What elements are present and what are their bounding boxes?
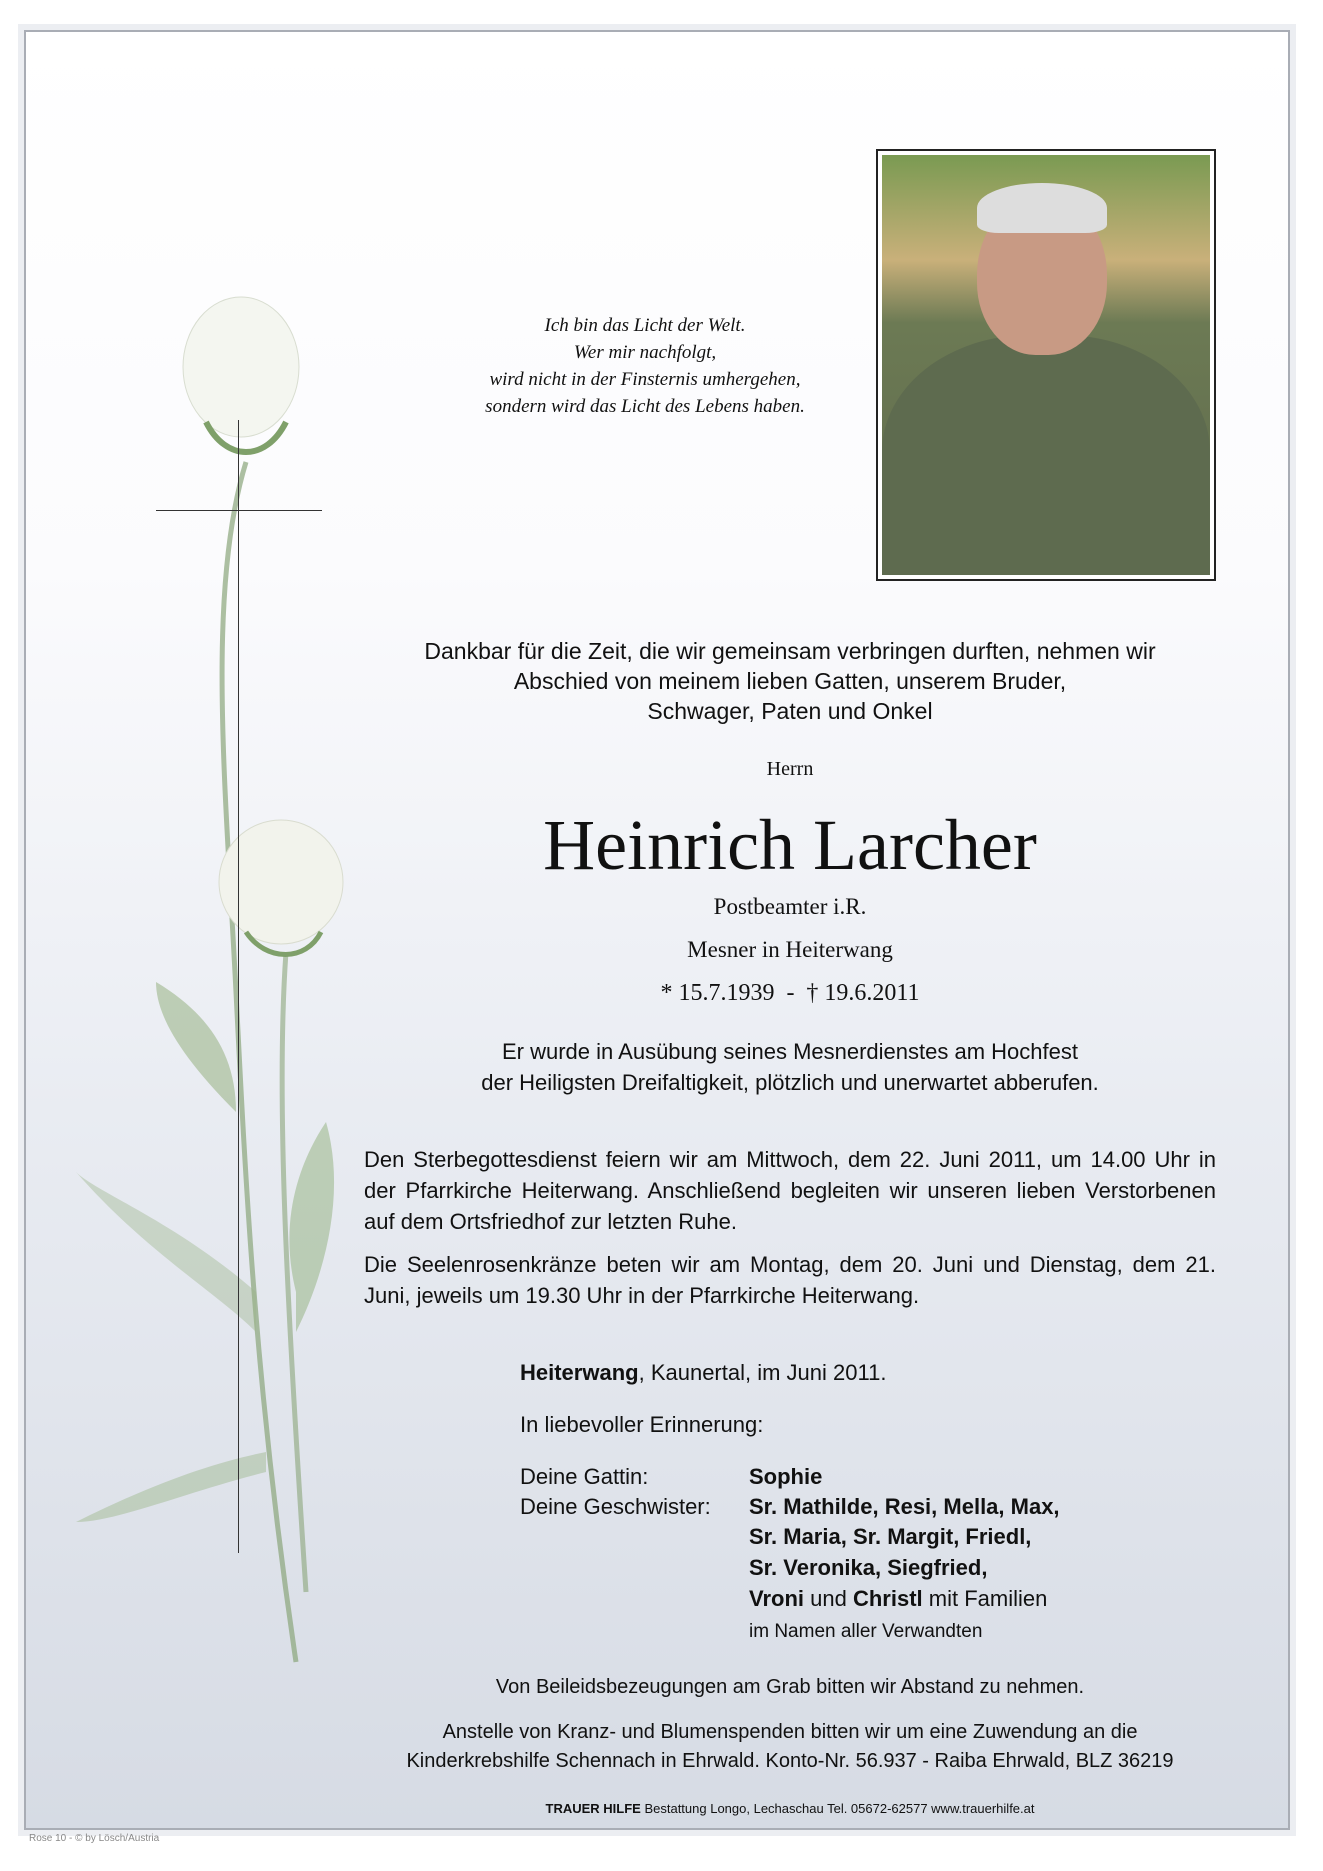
place-rest: , Kaunertal, im Juni 2011. bbox=[638, 1360, 887, 1385]
footer-text: Bestattung Longo, Lechaschau Tel. 05672-62577 www.trauerhilfe.at bbox=[640, 1801, 1035, 1816]
death-note bbox=[364, 1036, 1216, 1098]
intro-line: Dankbar für die Zeit, die wir gemeinsam verbringen durften, nehmen wir bbox=[424, 638, 1156, 664]
death-note-line: Er wurde in Ausübung seines Mesnerdienstes am Hochfest bbox=[502, 1039, 1078, 1064]
quote-line: Wer mir nachfolgt, bbox=[573, 342, 717, 363]
death-note-line: der Heiligsten Dreifaltigkeit, plötzlich und unerwartet abberufen. bbox=[481, 1070, 1099, 1095]
wife-name bbox=[749, 1464, 822, 1490]
life-dates: * 15.7.1939 - † 19.6.2011 bbox=[660, 980, 920, 1006]
wife-label: Deine Gattin: bbox=[520, 1464, 649, 1489]
donation-line: Anstelle von Kranz- und Blumenspenden bitten wir um eine Zuwendung an die bbox=[442, 1721, 1138, 1743]
intro-line: Abschied von meinem lieben Gatten, unserem Bruder, bbox=[513, 668, 1067, 694]
rosary-text: Die Seelenrosenkränze beten wir am Montag, dem 20. Juni und Dienstag, dem 21. Juni, jeweils um 19.30 Uhr in der Pfarrkirche Heiterwang. bbox=[364, 1252, 1216, 1308]
cross-horizontal bbox=[156, 510, 322, 511]
sibling-name: Christl bbox=[852, 1586, 923, 1611]
funeral-home-footer bbox=[300, 1801, 1280, 1816]
quote-line: Ich bin das Licht der Welt. bbox=[544, 315, 746, 336]
memory-heading: In liebevoller Erinnerung: bbox=[520, 1412, 764, 1437]
intro-text bbox=[364, 636, 1216, 726]
funeral-service-text: Den Sterbegottesdienst feiern wir am Mittwoch, dem 22. Juni 2011, um 14.00 Uhr in der Pfarrkirche Heiterwang. Anschließend begleiten wir unseren lieben Verstorbenen auf dem Ortsfriedhof zur letzten Ruhe. bbox=[364, 1147, 1216, 1234]
siblings-last-line bbox=[749, 1586, 1047, 1612]
deceased-name: Heinrich Larcher bbox=[543, 805, 1037, 885]
footer-brand: TRAUER HILFE bbox=[545, 1801, 641, 1816]
siblings-line: Sr. Veronika, Siegfried, bbox=[749, 1555, 988, 1580]
place-bold: Heiterwang bbox=[520, 1360, 639, 1385]
conjunction: und bbox=[804, 1586, 853, 1611]
occupation: Mesner in Heiterwang bbox=[687, 937, 893, 962]
salutation: Herrn bbox=[766, 758, 814, 780]
place-date bbox=[520, 1360, 886, 1386]
quote-line: wird nicht in der Finsternis umhergehen, bbox=[489, 369, 801, 390]
siblings-line: Sr. Mathilde, Resi, Mella, Max, bbox=[749, 1494, 1060, 1519]
relatives-note: im Namen aller Verwandten bbox=[749, 1621, 983, 1642]
sibling-name: Vroni bbox=[749, 1586, 805, 1611]
siblings-line: Sr. Maria, Sr. Margit, Friedl, bbox=[749, 1524, 1032, 1549]
portrait-photo bbox=[876, 149, 1216, 581]
siblings-label: Deine Geschwister: bbox=[520, 1494, 711, 1519]
wife-name-text: Sophie bbox=[749, 1464, 823, 1489]
donation-line: Kinderkrebshilfe Schennach in Ehrwald. Konto-Nr. 56.937 - Raiba Ehrwald, BLZ 36219 bbox=[406, 1750, 1174, 1772]
cross-vertical bbox=[238, 420, 239, 1553]
families-text: mit Familien bbox=[922, 1586, 1048, 1611]
intro-line: Schwager, Paten und Onkel bbox=[647, 698, 933, 724]
occupation: Postbeamter i.R. bbox=[713, 894, 867, 919]
white-roses-illustration bbox=[56, 292, 396, 1692]
quote-line: sondern wird das Licht des Lebens haben. bbox=[485, 396, 805, 417]
bible-quote bbox=[420, 312, 870, 420]
donation-note bbox=[300, 1718, 1280, 1776]
copyright-note: Rose 10 - © by Lösch/Austria bbox=[29, 1833, 160, 1844]
condolence-note: Von Beileidsbezeugungen am Grab bitten wir Abstand zu nehmen. bbox=[495, 1676, 1085, 1698]
